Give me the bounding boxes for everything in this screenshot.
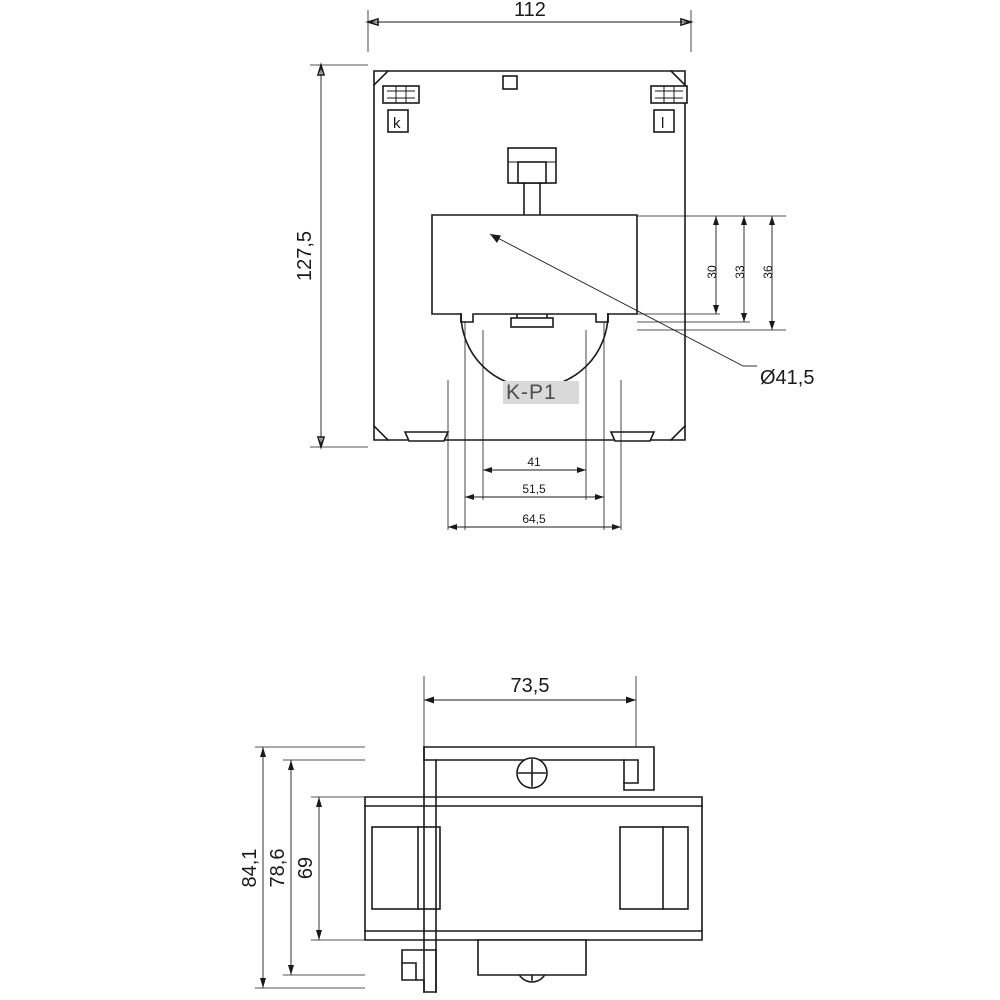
- side-window-left: [372, 827, 440, 909]
- dim-label-786: 78,6: [267, 848, 289, 888]
- side-window-right: [620, 827, 688, 909]
- arrow-41-right: [577, 467, 586, 473]
- dim-label-36: 36: [761, 265, 775, 279]
- terminal-block-l: [651, 86, 687, 103]
- dim-label-645: 64,5: [522, 512, 546, 526]
- mounting-bracket-bottom: [402, 950, 436, 992]
- arrow-33-top: [741, 216, 747, 225]
- terminal-label-l: l: [661, 115, 665, 132]
- bottom-tab-right: [611, 432, 654, 441]
- bottom-lug-plate: [478, 940, 586, 975]
- core-body: [432, 215, 637, 322]
- arrow-735-left: [424, 697, 434, 704]
- arrow-515-right: [595, 494, 604, 500]
- arrow-30-top: [713, 216, 719, 225]
- dim-label-41: 41: [527, 455, 541, 469]
- arrow-33-bot: [741, 313, 747, 322]
- dim-label-30: 30: [705, 265, 719, 279]
- dim-label-112: 112: [514, 0, 546, 21]
- bottom-tab-left: [405, 432, 448, 441]
- dim-label-515: 51,5: [522, 482, 546, 496]
- arrow-30-bot: [713, 305, 719, 314]
- arrow-515-left: [465, 494, 474, 500]
- dim-label-735: 73,5: [510, 675, 550, 697]
- arrow-841-top: [260, 747, 266, 757]
- side-view-group: [239, 675, 702, 992]
- dim-label-33: 33: [733, 265, 747, 279]
- arrow-735-right: [626, 697, 636, 704]
- part-label-text: K-P1: [506, 381, 557, 404]
- arrow-786-bot: [288, 965, 294, 975]
- arrow-69-bot: [316, 930, 322, 940]
- arrow-36-top: [769, 216, 775, 225]
- arrow-841-bot: [260, 978, 266, 988]
- dim-label-diameter: Ø41,5: [760, 367, 815, 389]
- primary-bar-bottom-flange: [511, 318, 553, 327]
- arrow-41-left: [483, 467, 492, 473]
- dim-label-841: 84,1: [239, 848, 261, 888]
- arrow-69-top: [316, 797, 322, 807]
- dim-label-69: 69: [295, 856, 317, 880]
- primary-bar-top-inner: [518, 162, 546, 183]
- terminal-block-k: [383, 86, 419, 103]
- dim-label-1275: 127,5: [294, 230, 316, 282]
- top-center-tab: [503, 76, 517, 89]
- terminal-label-k: k: [393, 115, 401, 132]
- arrow-36-bot: [769, 321, 775, 330]
- front-view-group: [294, 0, 814, 530]
- arrow-645-left: [448, 524, 457, 530]
- arrow-786-top: [288, 760, 294, 770]
- arrow-645-right: [612, 524, 621, 530]
